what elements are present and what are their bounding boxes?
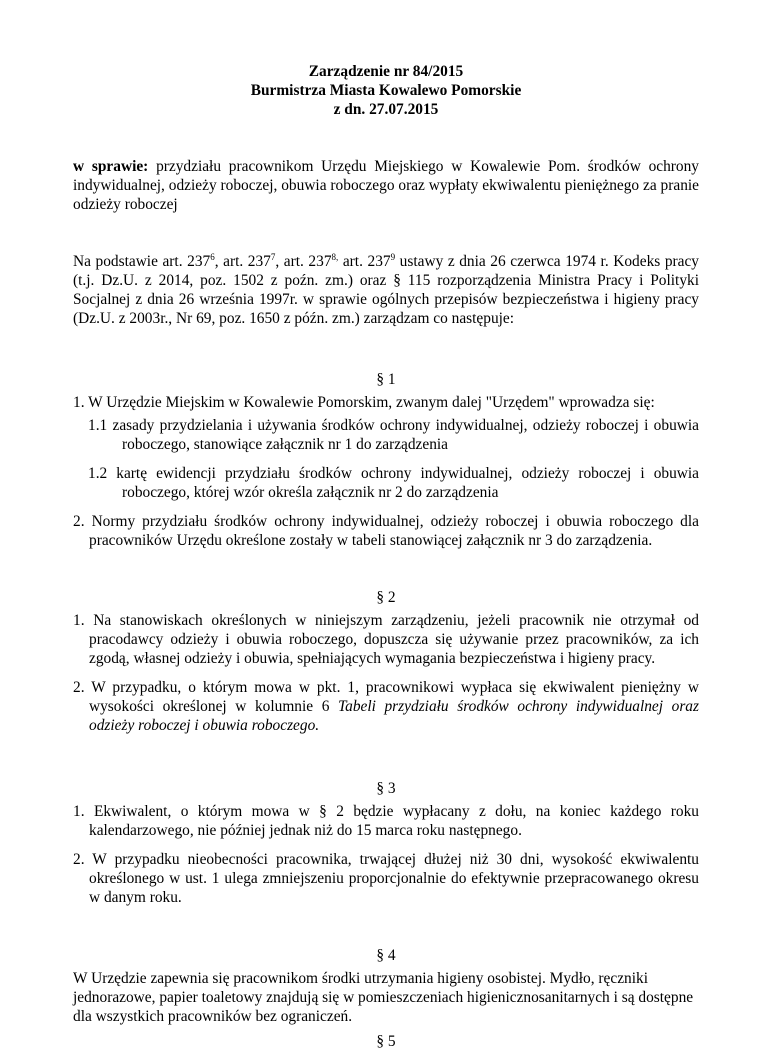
section-2-item-1: 1. Na stanowiskach określonych w niniejszym zarządzeniu, jeżeli pracownik nie otrzymał od pracodawcy odzieży i obuwia roboczego, dopuszcza się używanie przez pracowników, za ich zgodą, własnej odzieży i obuwia, spełniających wymagania bezpieczeństwa i higieny pracy.	[73, 612, 699, 667]
subject-text: przydziału pracownikom Urzędu Miejskiego w Kowalewie Pom. środków ochrony indywidualnej, odzieży roboczej, obuwia roboczego oraz wypłaty ekwiwalentu pieniężnego za pranie odzieży roboczej	[73, 158, 700, 213]
basis-sup-1: 6	[210, 251, 215, 262]
basis-sup-4: 9	[390, 251, 396, 262]
header-title: Zarządzenie nr 84/2015	[308, 63, 464, 80]
section-1-subitem-2: 1.2 kartę ewidencji przydziału środków ochrony indywidualnej, odzieży roboczej i obuwia roboczego, której wzór określa załącznik nr 2 do zarządzenia	[88, 465, 699, 501]
section-4-title: § 4	[376, 947, 396, 964]
basis-text-5: ustawy z dnia 26 czerwca 1974 r. Kodeks pracy (t.j. Dz.U. z 2014, poz. 1502 z poźn. zm.) oraz § 115 rozporządzenia Ministra Pracy i Polityki Socjalnej z dnia 26 września 1997r. w sprawie ogólnych przepisów bezpieczeństwa i higieny pracy (Dz.U. z 2003r., Nr 69, poz. 1650 z późn. zm.) zarządzam co następuje:	[73, 253, 700, 327]
basis-sup-2: 7	[270, 251, 276, 262]
section-4-text: W Urzędzie zapewnia się pracownikom środki utrzymania higieny osobistej. Mydło, ręczniki jednorazowe, papier toaletowy znajdują się w pomieszczeniach higienicznosanitarnych i są dostępne dla wszystkich pracowników bez ograniczeń.	[73, 970, 694, 1025]
section-3-title: § 3	[376, 780, 396, 797]
section-2-item-2-text: 2. W przypadku, o którym mowa w pkt. 1, pracownikowi wypłaca się ekwiwalent pieniężny w wysokości określonej w kolumnie 6	[73, 679, 699, 715]
section-1-subitem-1: 1.1 zasady przydzielania i używania środków ochrony indywidualnej, odzieży roboczej i obuwia roboczego, stanowiące załącznik nr 1 do zarządzenia	[88, 417, 699, 453]
section-1-title: § 1	[376, 371, 396, 388]
basis-text-2: , art. 237	[214, 253, 271, 270]
section-2-title: § 2	[376, 589, 396, 606]
subject-label: w sprawie:	[73, 158, 149, 175]
header-date: z dn. 27.07.2015	[333, 101, 439, 118]
section-1-item-2: 2. Normy przydziału środków ochrony indywidualnej, odzieży roboczej i obuwia roboczego dla pracowników Urzędu określone zostały w tabeli stanowiącej załącznik nr 3 do zarządzenia.	[73, 513, 699, 549]
header-issuer: Burmistrza Miasta Kowalewo Pomorskie	[250, 82, 522, 99]
section-5-title: § 5	[376, 1033, 396, 1050]
section-2-item-2	[73, 678, 699, 735]
section-1-item-1: 1. W Urzędzie Miejskim w Kowalewie Pomorskim, zwanym dalej "Urzędem" wprowadza się:	[73, 394, 655, 411]
basis-text-4: art. 237	[338, 253, 391, 270]
section-2-item-2-italic: Tabeli przydziału środków ochrony indywidualnej oraz odzieży roboczej i obuwia roboczego.	[89, 698, 699, 734]
document-page	[73, 62, 699, 1051]
basis-text-1: Na podstawie art. 237	[73, 253, 211, 270]
section-3-item-2: 2. W przypadku nieobecności pracownika, trwającej dłużej niż 30 dni, wysokość ekwiwalentu określonego w ust. 1 ulega zmniejszeniu proporcjonalnie do efektywnie przepracowanego okresu w danym roku.	[73, 851, 699, 906]
section-3-item-1: 1. Ekwiwalent, o którym mowa w § 2 będzie wypłacany z dołu, na koniec każdego roku kalendarzowego, nie później jednak niż do 15 marca roku następnego.	[73, 803, 699, 839]
basis-text-3: , art. 237	[275, 253, 332, 270]
document-header	[73, 62, 699, 119]
subject-paragraph	[73, 157, 699, 214]
basis-sup-3: 8,	[331, 251, 339, 262]
legal-basis-paragraph	[73, 252, 699, 328]
